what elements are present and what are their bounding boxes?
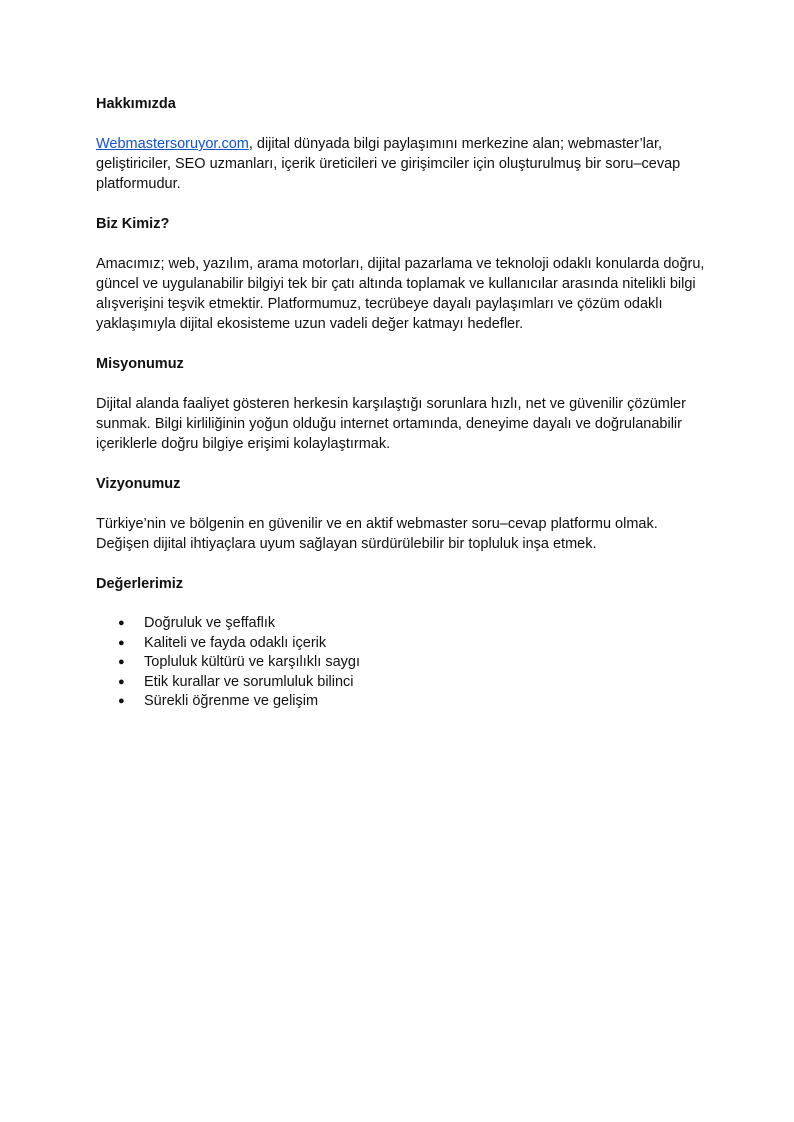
list-item <box>96 614 706 634</box>
values-heading: Değerlerimiz <box>96 576 184 592</box>
who-text: Amacımız; web, yazılım, arama motorları, dijital pazarlama ve teknoloji odaklı konularda doğru, güncel ve uygulanabilir bilgiyi tek bir çatı altında toplamak ve kullanıcılar arasında nitelikli bilgi alışverişini teşvik etmektir. Platformumuz, tecrübeye dayalı paylaşımları ve çözüm odaklı yaklaşımıyla dijital ekosisteme uzun vadeli değer katmayı hedefler. <box>96 256 705 332</box>
about-intro <box>96 134 706 194</box>
list-item-text: Etik kurallar ve sorumluluk bilinci <box>144 673 354 690</box>
bullet-icon: ● <box>118 636 125 649</box>
list-item <box>96 634 706 654</box>
bullet-icon: ● <box>118 695 125 707</box>
mission-heading: Misyonumuz <box>96 356 184 372</box>
list-item <box>96 653 706 673</box>
list-item <box>96 692 706 712</box>
list-item-text: Kaliteli ve fayda odaklı içerik <box>144 634 327 651</box>
about-heading: Hakkımızda <box>96 96 176 112</box>
document-content <box>96 94 706 712</box>
bullet-icon: ● <box>118 675 125 688</box>
list-item-text: Topluluk kültürü ve karşılıklı saygı <box>144 654 360 670</box>
site-link[interactable]: Webmastersoruyor.com <box>96 136 249 152</box>
list-item-text: Sürekli öğrenme ve gelişim <box>144 693 319 709</box>
mission-text: Dijital alanda faaliyet gösteren herkesin karşılaştığı sorunlara hızlı, net ve güvenilir çözümler sunmak. Bilgi kirliliğinin yoğun olduğu internet ortamında, deneyime dayalı ve doğrulanabilir içeriklerle doğru bilgiye erişimi kolaylaştırmak. <box>96 396 686 452</box>
vision-heading: Vizyonumuz <box>96 476 181 492</box>
list-item <box>96 673 706 693</box>
list-item-text: Doğruluk ve şeffaflık <box>144 615 276 631</box>
values-list <box>96 614 706 712</box>
bullet-icon: ● <box>118 617 125 629</box>
bullet-icon: ● <box>118 656 125 668</box>
about-intro-text: , dijital dünyada bilgi paylaşımını merkezine alan; webmaster’lar, geliştiriciler, SEO uzmanları, içerik üreticileri ve girişimciler için oluşturulmuş bir soru–cevap platformudur. <box>96 136 681 192</box>
who-heading: Biz Kimiz? <box>96 216 170 232</box>
vision-text: Türkiye’nin ve bölgenin en güvenilir ve en aktif webmaster soru–cevap platformu olmak. Değişen dijital ihtiyaçlara uyum sağlayan sürdürülebilir bir topluluk inşa etmek. <box>96 516 658 552</box>
